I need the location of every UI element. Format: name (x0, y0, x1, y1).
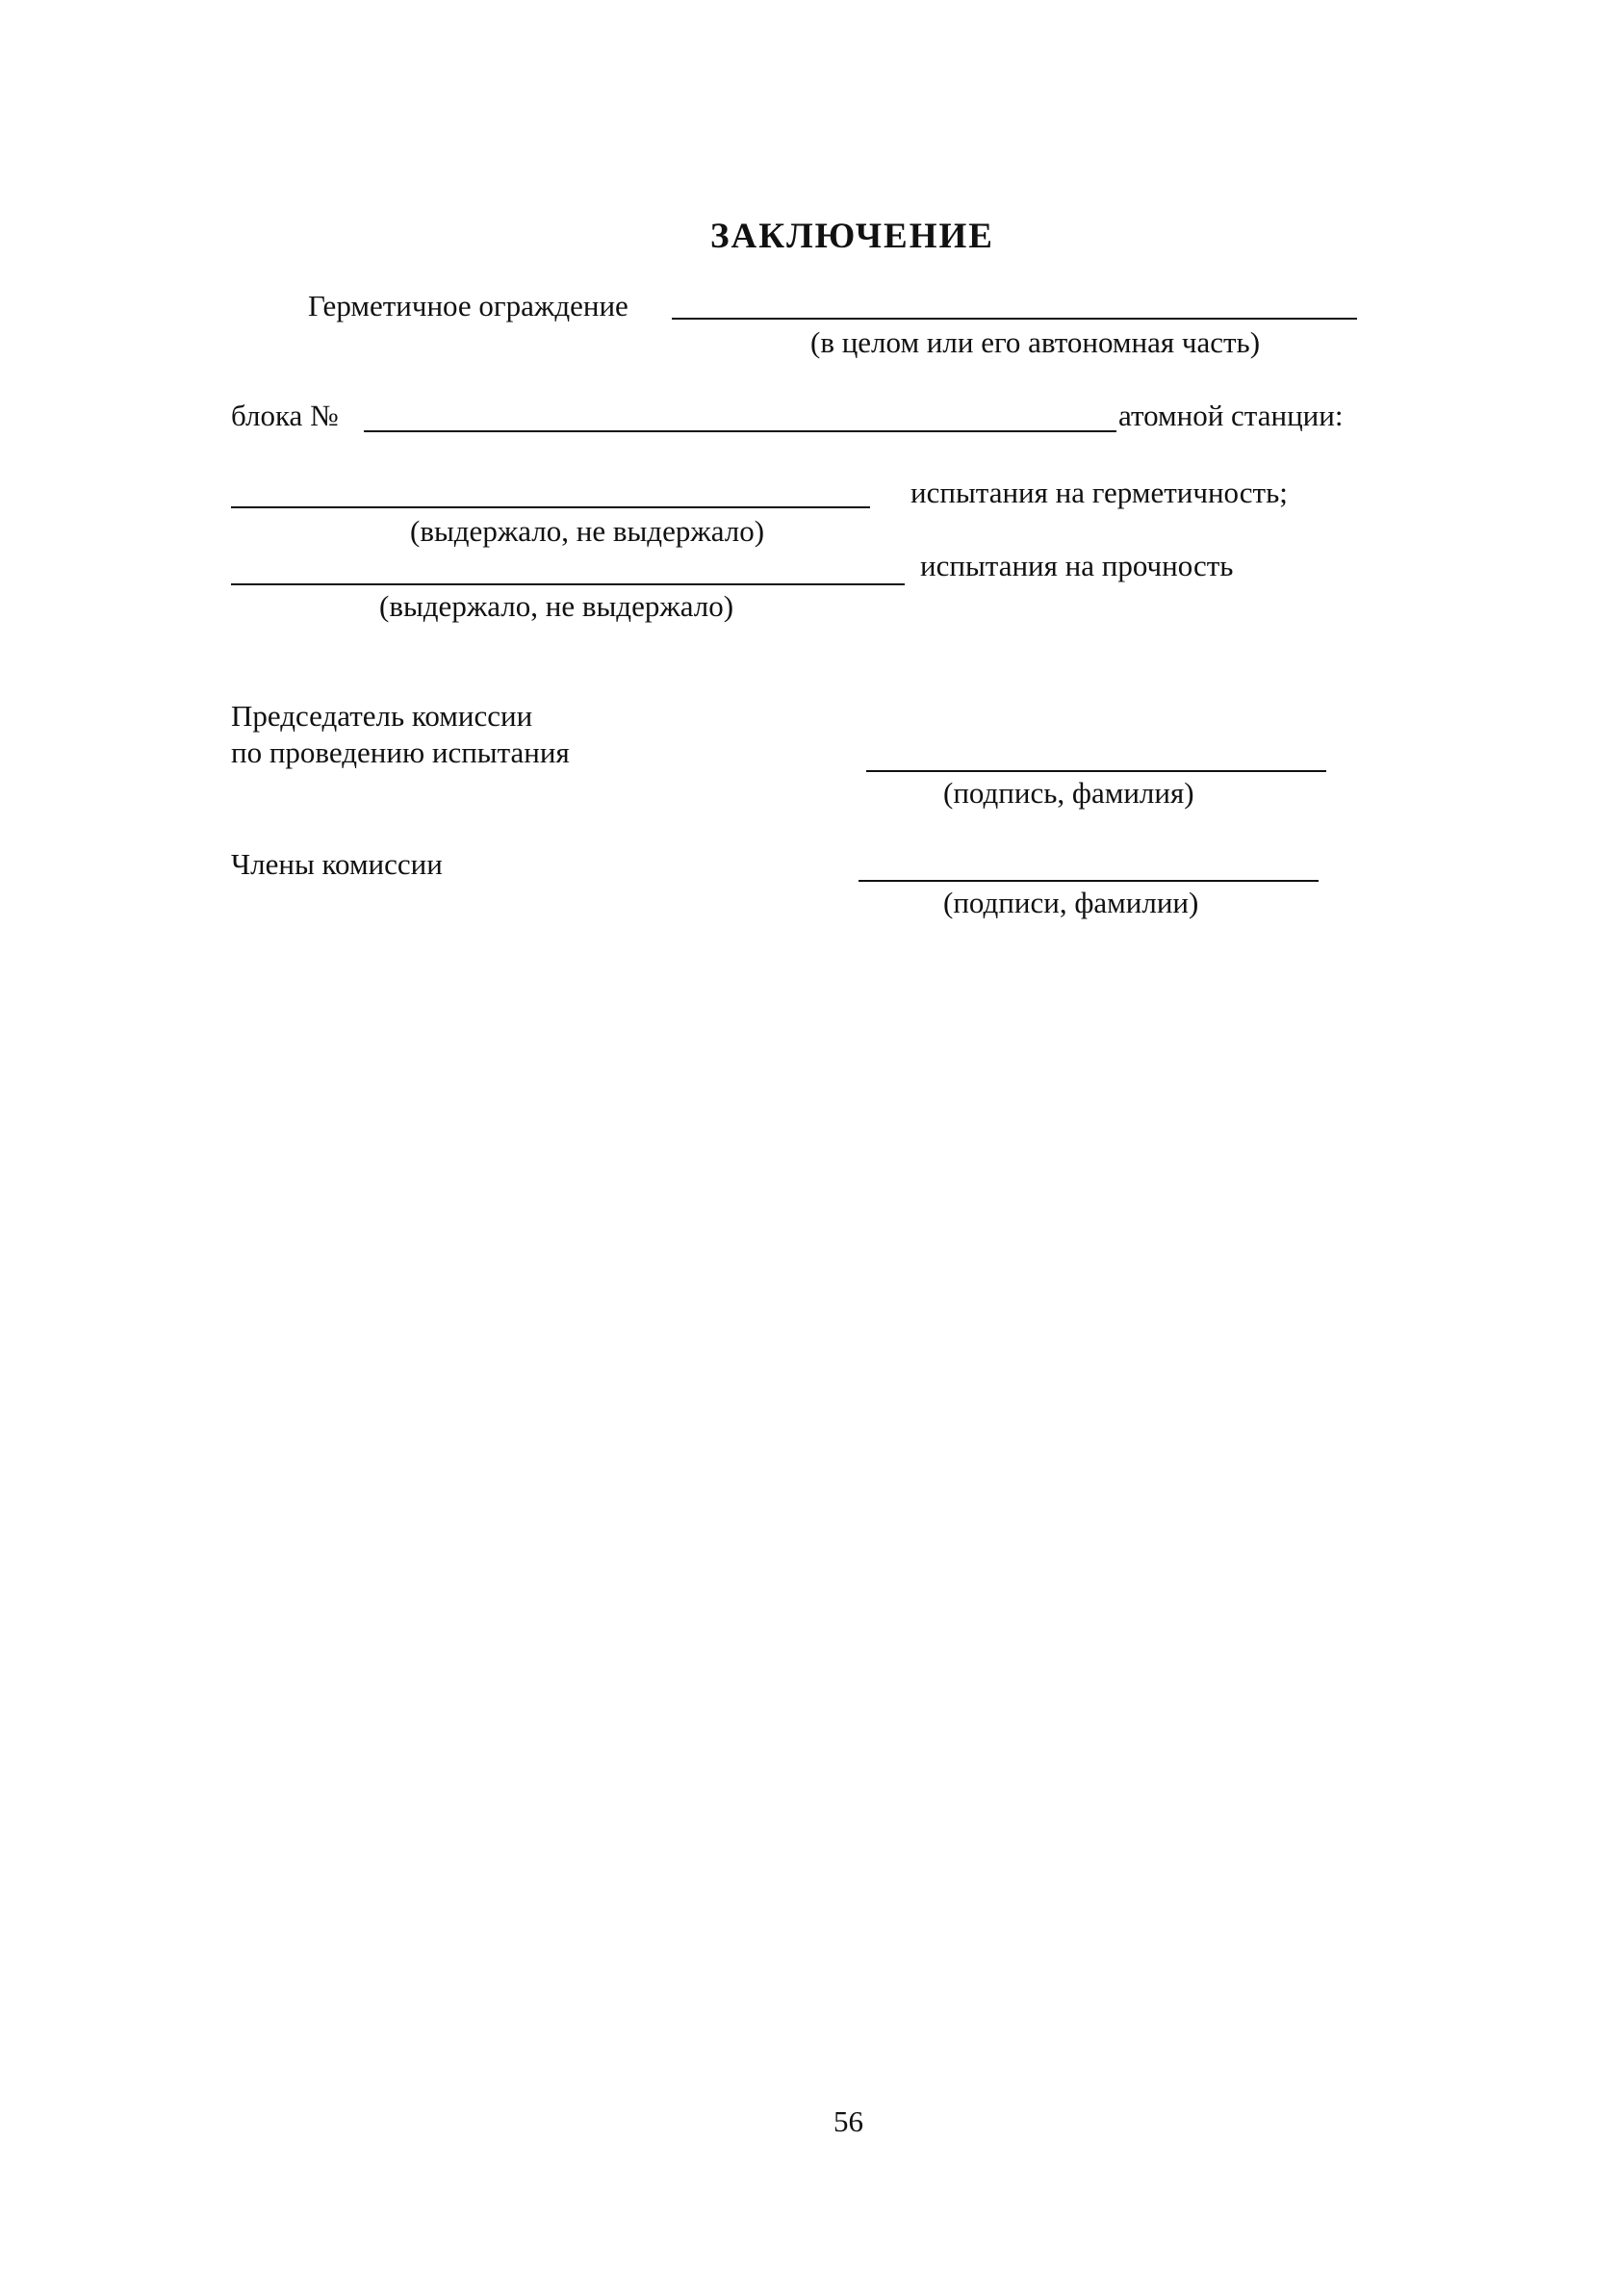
tightness-result-hint: (выдержало, не выдержало) (410, 514, 765, 548)
tightness-test-label: испытания на герметичность; (910, 476, 1288, 509)
chairman-label-line1: Председатель комиссии (231, 699, 533, 733)
document-title: ЗАКЛЮЧЕНИЕ (710, 217, 994, 256)
chairman-label-line2: по проведению испытания (231, 735, 570, 769)
enclosure-hint: (в целом или его автономная часть) (810, 325, 1261, 359)
unit-prefix: блока № (231, 399, 339, 432)
enclosure-label: Герметичное ограждение (308, 289, 628, 322)
unit-field-line (364, 430, 1116, 432)
page-number: 56 (833, 2104, 863, 2138)
members-label: Члены комиссии (231, 847, 443, 881)
members-signature-hint: (подписи, фамилии) (943, 886, 1199, 919)
chairman-signature-line (866, 770, 1326, 772)
strength-result-line (231, 583, 905, 585)
chairman-signature-hint: (подпись, фамилия) (943, 776, 1194, 810)
enclosure-field-line (672, 318, 1357, 320)
members-signature-line (859, 880, 1319, 882)
tightness-result-line (231, 506, 870, 508)
strength-result-hint: (выдержало, не выдержало) (379, 589, 734, 623)
unit-suffix: атомной станции: (1118, 399, 1344, 432)
strength-test-label: испытания на прочность (920, 549, 1234, 582)
